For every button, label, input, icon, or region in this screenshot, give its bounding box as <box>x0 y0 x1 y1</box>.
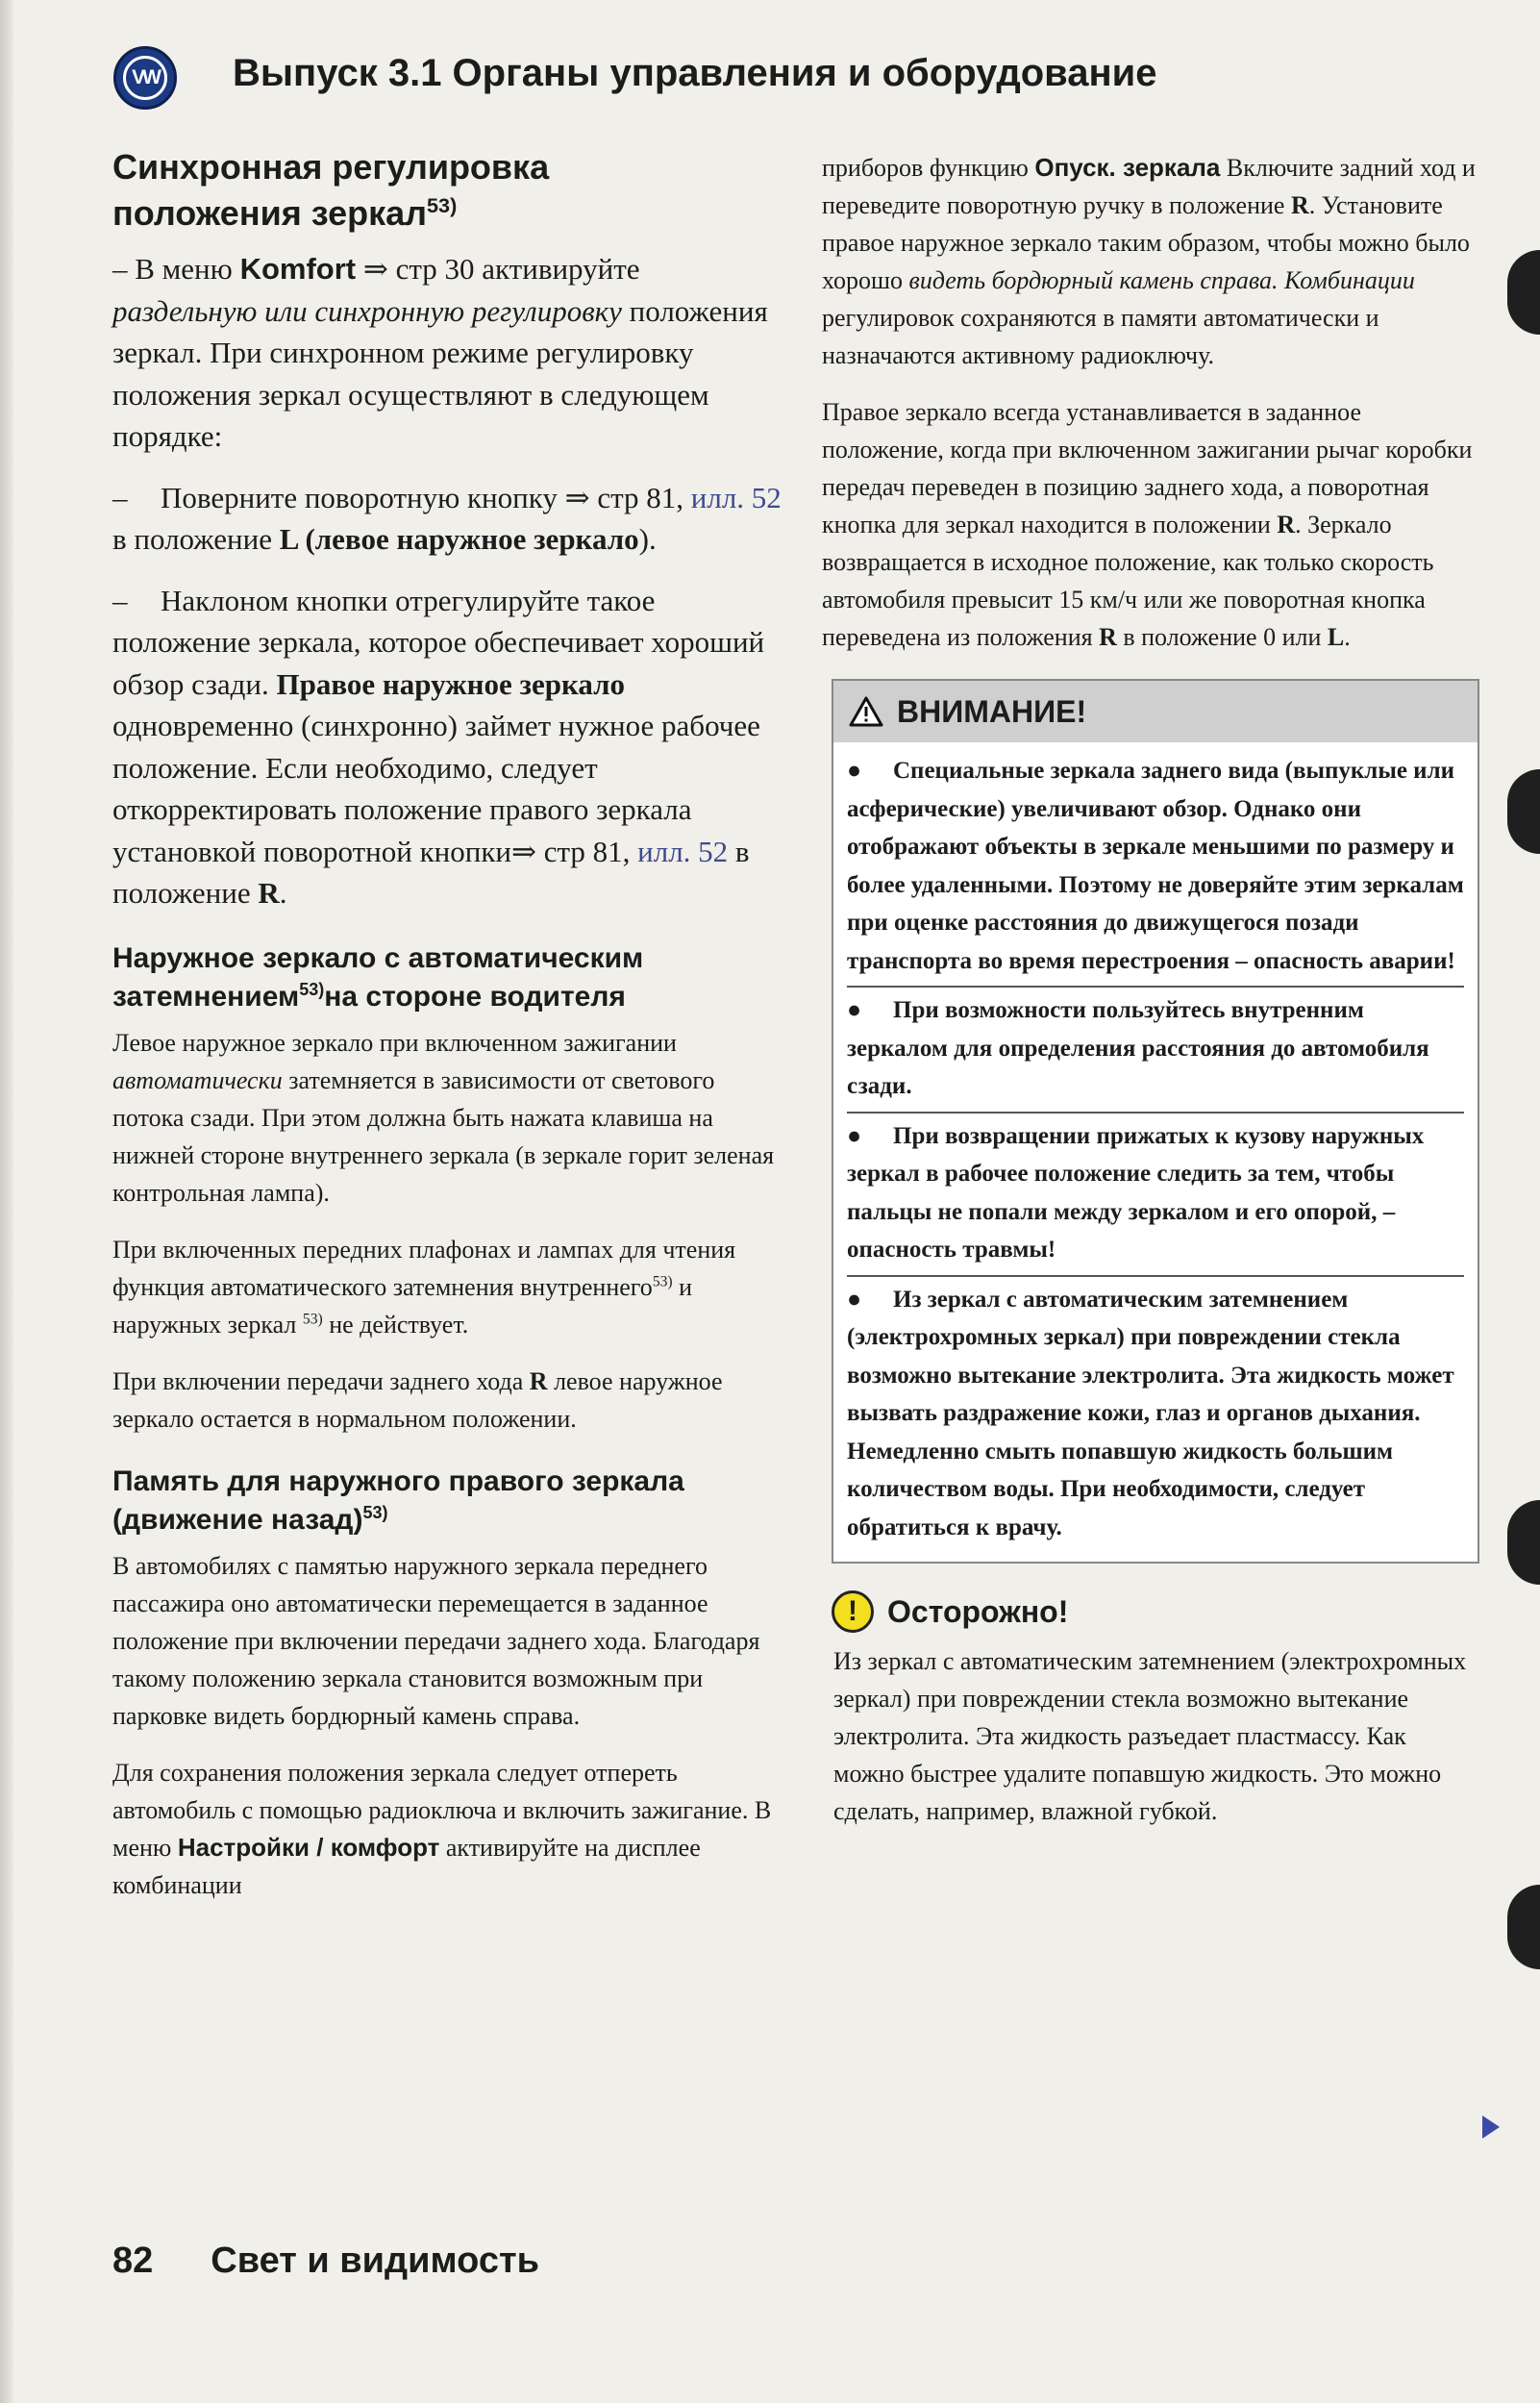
footnote-ref: 53) <box>652 1272 673 1289</box>
autodim-paragraph-2 <box>112 1231 785 1343</box>
text: на стороне водителя <box>324 980 626 1013</box>
warning-item <box>847 1275 1464 1553</box>
bold-text: R <box>529 1366 548 1395</box>
text: Наружное зеркало с автоматическим затемнением <box>112 941 644 1013</box>
text: ). <box>638 522 657 556</box>
page-header <box>113 38 1459 115</box>
bold-text: Правое наружное зеркало <box>276 666 626 701</box>
bold-text: R <box>1290 191 1309 219</box>
warning-item <box>847 748 1464 986</box>
footnote-ref: 53) <box>302 1310 323 1327</box>
vw-logo-text: VW <box>123 56 167 100</box>
bold-text: R <box>1099 623 1117 651</box>
memory-paragraph-1: В автомобилях с памятью наружного зеркала переднего пассажира оно автоматически перемещается в заданное положение при включении передачи заднего хода. Благодаря такому положению зеркала становится возможным при парковке видеть бордюрный камень справа. <box>112 1551 760 1730</box>
text: в положение <box>112 522 280 556</box>
bold-text: L (левое наружное зеркало <box>279 522 639 556</box>
emphasis: раздельную или синхронную регулировку <box>112 293 622 328</box>
text: активируйте на дисплее комбинации <box>112 1833 701 1899</box>
footnote-ref: 53) <box>427 193 458 217</box>
sync-step-1 <box>112 477 785 561</box>
page-number: 82 <box>112 2240 154 2281</box>
page-edge <box>0 0 13 2403</box>
text: При включенных передних плафонах и лампах для чтения функция автоматического затемнения внутреннего <box>112 1235 736 1301</box>
text: положения зеркал. При синхронном режиме регулировку положения зеркал осуществляют в следующем порядке: <box>112 293 768 453</box>
sync-title-line2: положения зеркал <box>112 193 428 233</box>
warning-item-text: При возможности пользуйтесь внутренним зеркалом для определения расстояния до автомобиля сзади. <box>847 997 1429 1099</box>
sync-title-line1: Синхронная регулировка <box>112 147 550 187</box>
text: . Установите правое наружное зеркало таким образом, чтобы можно было хорошо <box>822 191 1470 294</box>
bullet-marker: ● <box>847 758 862 784</box>
text: в положение 0 или <box>1116 623 1328 651</box>
caution-exclamation-icon: ! <box>832 1590 874 1633</box>
bold-text: R <box>258 876 280 910</box>
warning-box <box>832 679 1479 1564</box>
right-column <box>822 149 1476 1849</box>
text: Память для наружного правого зеркала (движение назад) <box>112 1464 684 1536</box>
text: . Зеркало возвращается в исходное положение, как только скорость автомобиля превысит 15 км/ч или же поворотная кнопка переведена из положения <box>822 511 1434 651</box>
caution-title: Осторожно! <box>887 1593 1069 1629</box>
footnote-ref: 53) <box>299 979 325 999</box>
text: . <box>279 876 287 910</box>
autodim-paragraph-3 <box>112 1363 785 1438</box>
sync-section-title <box>112 144 785 237</box>
binder-tab <box>1507 1885 1540 1969</box>
warning-triangle-icon <box>849 696 883 727</box>
text: ⇒ стр 30 активируйте <box>356 252 640 286</box>
emphasis: видеть бордюрный камень справа. Комбинации <box>908 266 1415 294</box>
memory-paragraph-3 <box>822 149 1476 374</box>
text: . <box>1344 623 1351 651</box>
page-footer <box>112 2240 539 2282</box>
text: левое наружное зеркало остается в нормальном положении. <box>112 1366 723 1433</box>
caution-header <box>832 1590 1476 1633</box>
binder-tab <box>1507 250 1540 335</box>
bullet-marker: ● <box>847 997 862 1023</box>
warning-item <box>847 986 1464 1112</box>
sync-paragraph-1 <box>112 248 785 458</box>
vw-logo-icon <box>113 46 177 110</box>
text: Для сохранения положения зеркала следует отпереть автомобиль с помощью радиоключа и включить зажигание. В меню <box>112 1758 772 1862</box>
text: Наклоном кнопки отрегулируйте такое положение зеркала, которое обеспечивает хороший обзор сзади. <box>112 583 765 701</box>
footnote-ref: 53) <box>362 1502 388 1522</box>
warning-item-text: Специальные зеркала заднего вида (выпуклые или асферические) увеличивают обзор. Однако они отображают объекты в зеркале меньшими по размеру и более удаленными. Поэтому не доверяйте этим зеркалам при оценке расстояния до движущегося позади транспорта во время перестроения – опасность аварии! <box>847 758 1464 974</box>
binder-tab <box>1507 1500 1540 1585</box>
function-name: Опуск. зеркала <box>1034 153 1221 182</box>
footer-section: Свет и видимость <box>211 2240 539 2281</box>
emphasis: автоматически <box>112 1065 283 1094</box>
caution-text: Из зеркал с автоматическим затемнением (электрохромных зеркал) при повреждении стекла возможно вытекание электролита. Эта жидкость разъедает пластмассу. Как можно быстрее удалите попавшую жидкость. Это можно сделать, например, влажной губкой. <box>833 1647 1467 1825</box>
text: Поверните поворотную кнопку ⇒ стр 81, <box>161 480 691 514</box>
text: При включении передачи заднего хода <box>112 1366 530 1395</box>
memory-paragraph-2 <box>112 1754 785 1904</box>
warning-item <box>847 1112 1464 1275</box>
menu-name-settings: Настройки / комфорт <box>177 1832 440 1862</box>
text: Включите задний ход и переведите поворотную ручку в положение <box>822 154 1476 219</box>
menu-name-komfort: Komfort <box>239 252 357 286</box>
text: затемняется в зависимости от светового потока сзади. При этом должна быть нажата клавиша на нижней стороне внутреннего зеркала (в зеркале горит зеленая контрольная лампа). <box>112 1065 775 1207</box>
next-page-arrow-icon[interactable] <box>1482 2115 1500 2139</box>
bold-text: L <box>1327 623 1345 651</box>
warning-item-text: Из зеркал с автоматическим затемнением (электрохромных зеркал) при повреждении стекла возможно вытекание электролита. Эта жидкость может вызвать раздражение кожи, глаз и органов дыхания. Немедленно смыть попавшую жидкость большим количеством воды. При необходимости, следует обратиться к врачу. <box>847 1286 1454 1540</box>
header-title: Выпуск 3.1 Органы управления и оборудование <box>233 52 1157 94</box>
dash-marker: – <box>112 583 128 617</box>
text: одновременно (синхронно) займет нужное рабочее положение. Если необходимо, следует откорректировать положение правого зеркала установкой поворотной кнопки⇒ стр 81, <box>112 709 760 868</box>
warning-item-text: При возвращении прижатых к кузову наружных зеркал в рабочее положение следить за тем, чтобы пальцы не попали между зеркалом и его опорой, – опасность травмы! <box>847 1122 1425 1263</box>
left-column <box>112 144 785 1923</box>
bold-text: R <box>1277 511 1296 538</box>
sync-step-2 <box>112 580 785 914</box>
warning-list <box>833 742 1478 1562</box>
text: – В меню <box>112 252 240 286</box>
text: и наружных зеркал <box>112 1272 693 1339</box>
text: приборов функцию <box>822 154 1035 182</box>
autodim-paragraph-1 <box>112 1024 785 1212</box>
bullet-marker: ● <box>847 1286 862 1313</box>
bullet-marker: ● <box>847 1122 862 1149</box>
warning-title: ВНИМАНИЕ! <box>897 693 1087 729</box>
text: регулировок сохраняются в памяти автоматически и назначаются активному радиоключу. <box>822 304 1379 369</box>
figure-link[interactable]: илл. 52 <box>690 480 782 514</box>
figure-link[interactable]: илл. 52 <box>637 834 729 868</box>
autodim-section-title <box>112 939 785 1016</box>
text: Левое наружное зеркало при включенном зажигании <box>112 1028 677 1057</box>
text: не действует. <box>322 1310 469 1339</box>
text: в положение <box>112 834 750 910</box>
warning-header <box>833 681 1478 742</box>
memory-paragraph-4 <box>822 393 1476 656</box>
text: Правое зеркало всегда устанавливается в заданное положение, когда при включенном зажигании рычаг коробки передач переведен в позицию заднего хода, а поворотная кнопка для зеркал находится в положении <box>822 398 1473 538</box>
memory-section-title <box>112 1463 785 1539</box>
binder-tab <box>1507 769 1540 854</box>
dash-marker: – <box>112 480 128 514</box>
